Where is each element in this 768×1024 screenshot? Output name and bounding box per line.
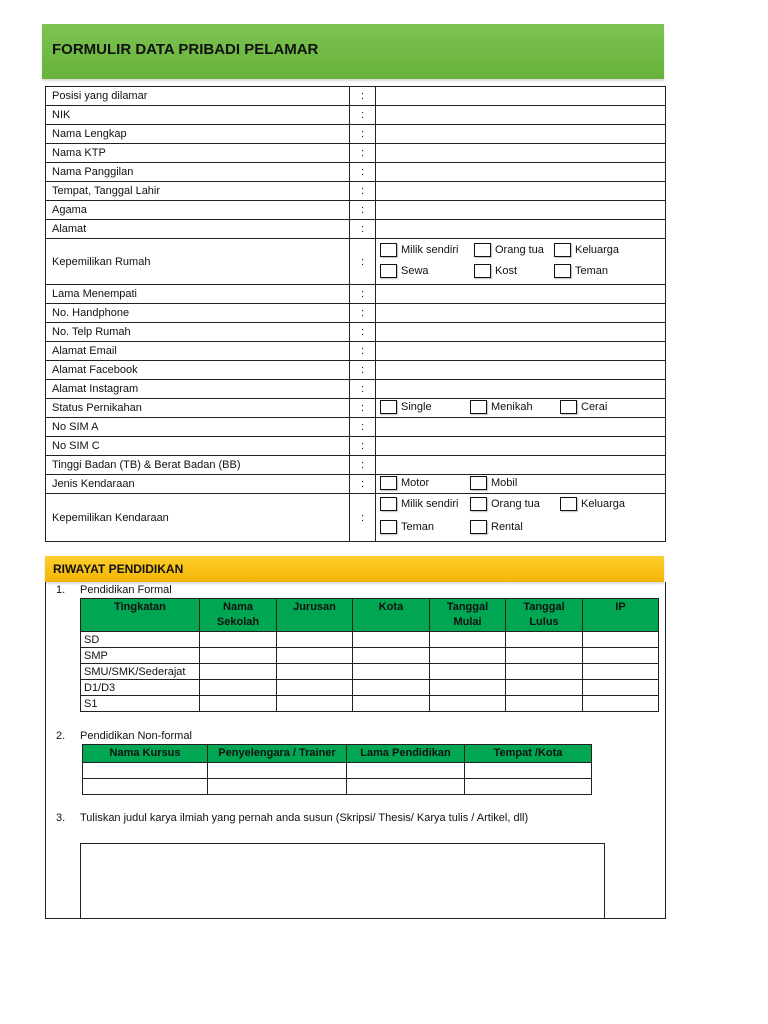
option-rental[interactable]: Rental <box>470 520 523 534</box>
option-teman[interactable]: Teman <box>554 264 608 278</box>
table-row <box>81 696 659 712</box>
kendaraan-options <box>376 475 666 494</box>
nama-ktp-input[interactable] <box>376 144 666 163</box>
item-number: 1. <box>56 584 66 596</box>
telp-rumah-input[interactable] <box>376 323 666 342</box>
field-label: No SIM A <box>46 418 350 437</box>
table-cell[interactable] <box>277 696 353 712</box>
rumah-options <box>376 239 666 285</box>
nonformal-education-table <box>82 744 592 795</box>
karya-ilmiah-label: Tuliskan judul karya ilmiah yang pernah anda susun (Skripsi/ Thesis/ Karya tulis / Artikel, dll) <box>80 812 529 824</box>
table-cell[interactable] <box>353 664 430 680</box>
field-label: NIK <box>46 106 350 125</box>
row-instagram <box>46 380 666 399</box>
sim-c-input[interactable] <box>376 437 666 456</box>
header-lama-pendidikan: Lama Pendidikan <box>347 745 465 763</box>
row-tb-bb <box>46 456 666 475</box>
header-ip: IP <box>583 599 659 632</box>
level-label: SMP <box>81 648 200 664</box>
colon: : <box>350 399 376 418</box>
table-cell[interactable] <box>277 648 353 664</box>
table-cell[interactable] <box>208 779 347 795</box>
status-options <box>376 399 666 418</box>
checkbox[interactable] <box>470 520 487 534</box>
handphone-input[interactable] <box>376 304 666 323</box>
header-penyelengara: Penyelengara / Trainer <box>208 745 347 763</box>
row-nama-panggilan <box>46 163 666 182</box>
formal-education-label: Pendidikan Formal <box>80 584 172 596</box>
table-row <box>81 680 659 696</box>
option-orang-tua[interactable]: Orang tua <box>474 243 544 257</box>
table-cell[interactable] <box>277 680 353 696</box>
table-cell[interactable] <box>430 664 506 680</box>
table-cell[interactable] <box>200 632 277 648</box>
colon: : <box>350 494 376 542</box>
colon: : <box>350 361 376 380</box>
field-label: Agama <box>46 201 350 220</box>
option-cerai[interactable]: Cerai <box>560 400 607 414</box>
colon: : <box>350 201 376 220</box>
form-title: FORMULIR DATA PRIBADI PELAMAR <box>52 41 319 58</box>
row-alamat <box>46 220 666 239</box>
table-row <box>81 664 659 680</box>
field-label: Kepemilikan Kendaraan <box>46 494 350 542</box>
option-teman[interactable]: Teman <box>380 520 434 534</box>
header-nama-kursus: Nama Kursus <box>83 745 208 763</box>
row-nik <box>46 106 666 125</box>
header-nama-sekolah: Nama Sekolah <box>200 599 277 632</box>
checkbox[interactable] <box>380 476 397 490</box>
field-label: Jenis Kendaraan <box>46 475 350 494</box>
table-cell[interactable] <box>506 696 583 712</box>
field-label: Nama Panggilan <box>46 163 350 182</box>
table-cell[interactable] <box>583 632 659 648</box>
colon: : <box>350 106 376 125</box>
checkbox[interactable] <box>470 476 487 490</box>
row-sim-a <box>46 418 666 437</box>
option-sewa[interactable]: Sewa <box>380 264 429 278</box>
table-cell[interactable] <box>430 632 506 648</box>
education-title: RIWAYAT PENDIDIKAN <box>53 562 184 576</box>
field-label: Kepemilikan Rumah <box>46 239 350 285</box>
option-mobil[interactable]: Mobil <box>470 476 517 490</box>
level-label: SMU/SMK/Sederajat <box>81 664 200 680</box>
colon: : <box>350 125 376 144</box>
table-cell[interactable] <box>208 763 347 779</box>
checkbox[interactable] <box>380 497 397 511</box>
field-label: Tinggi Badan (TB) & Berat Badan (BB) <box>46 456 350 475</box>
row-jenis-kendaraan <box>46 475 666 494</box>
table-cell[interactable] <box>353 680 430 696</box>
field-label: No. Telp Rumah <box>46 323 350 342</box>
row-facebook <box>46 361 666 380</box>
option-keluarga[interactable]: Keluarga <box>554 243 619 257</box>
table-cell[interactable] <box>200 680 277 696</box>
checkbox[interactable] <box>380 264 397 278</box>
row-telp-rumah <box>46 323 666 342</box>
table-row <box>83 779 592 795</box>
row-kepemilikan-kendaraan <box>46 494 666 542</box>
checkbox[interactable] <box>554 243 571 257</box>
row-lama-menempati <box>46 285 666 304</box>
row-sim-c <box>46 437 666 456</box>
header-tingkatan: Tingkatan <box>81 599 200 632</box>
table-cell[interactable] <box>506 648 583 664</box>
table-cell[interactable] <box>583 664 659 680</box>
email-input[interactable] <box>376 342 666 361</box>
table-cell[interactable] <box>583 648 659 664</box>
lama-menempati-input[interactable] <box>376 285 666 304</box>
table-cell[interactable] <box>200 696 277 712</box>
level-label: D1/D3 <box>81 680 200 696</box>
table-cell[interactable] <box>506 632 583 648</box>
header-kota: Kota <box>353 599 430 632</box>
row-agama <box>46 201 666 220</box>
table-cell[interactable] <box>353 632 430 648</box>
tb-bb-input[interactable] <box>376 456 666 475</box>
nonformal-education-label: Pendidikan Non-formal <box>80 730 192 742</box>
row-nama-lengkap <box>46 125 666 144</box>
table-cell[interactable] <box>583 680 659 696</box>
table-cell[interactable] <box>353 648 430 664</box>
field-label: Alamat <box>46 220 350 239</box>
colon: : <box>350 239 376 285</box>
option-motor[interactable]: Motor <box>380 476 429 490</box>
table-cell[interactable] <box>465 779 592 795</box>
row-email <box>46 342 666 361</box>
table-cell[interactable] <box>277 632 353 648</box>
row-status-pernikahan <box>46 399 666 418</box>
row-nama-ktp <box>46 144 666 163</box>
checkbox[interactable] <box>380 243 397 257</box>
table-row <box>81 632 659 648</box>
nama-lengkap-input[interactable] <box>376 125 666 144</box>
personal-data-table <box>45 86 666 542</box>
level-label: S1 <box>81 696 200 712</box>
colon: : <box>350 456 376 475</box>
table-cell[interactable] <box>83 779 208 795</box>
checkbox[interactable] <box>470 400 487 414</box>
table-cell[interactable] <box>506 664 583 680</box>
table-cell[interactable] <box>347 779 465 795</box>
education-banner <box>45 556 664 582</box>
table-cell[interactable] <box>277 664 353 680</box>
row-ttl <box>46 182 666 201</box>
table-cell[interactable] <box>200 664 277 680</box>
header-tanggal-lulus: Tanggal Lulus <box>506 599 583 632</box>
facebook-input[interactable] <box>376 361 666 380</box>
agama-input[interactable] <box>376 201 666 220</box>
option-milik-sendiri[interactable]: Milik sendiri <box>380 497 458 511</box>
colon: : <box>350 220 376 239</box>
table-cell[interactable] <box>430 648 506 664</box>
colon: : <box>350 87 376 106</box>
colon: : <box>350 323 376 342</box>
colon: : <box>350 437 376 456</box>
colon: : <box>350 342 376 361</box>
field-label: Alamat Facebook <box>46 361 350 380</box>
level-label: SD <box>81 632 200 648</box>
nama-panggilan-input[interactable] <box>376 163 666 182</box>
karya-ilmiah-textarea[interactable] <box>80 843 605 919</box>
checkbox[interactable] <box>470 497 487 511</box>
header-tanggal-mulai: Tanggal Mulai <box>430 599 506 632</box>
table-cell[interactable] <box>353 696 430 712</box>
ttl-input[interactable] <box>376 182 666 201</box>
checkbox[interactable] <box>474 264 491 278</box>
field-label: Alamat Instagram <box>46 380 350 399</box>
alamat-input[interactable] <box>376 220 666 239</box>
checkbox[interactable] <box>380 520 397 534</box>
table-cell[interactable] <box>200 648 277 664</box>
header-jurusan: Jurusan <box>277 599 353 632</box>
checkbox[interactable] <box>380 400 397 414</box>
table-cell[interactable] <box>430 696 506 712</box>
option-orang-tua[interactable]: Orang tua <box>470 497 540 511</box>
field-label: Status Pernikahan <box>46 399 350 418</box>
item-number: 3. <box>56 812 66 824</box>
field-label: Alamat Email <box>46 342 350 361</box>
kepemilikan-kendaraan-options <box>376 494 666 542</box>
checkbox[interactable] <box>474 243 491 257</box>
field-label: Lama Menempati <box>46 285 350 304</box>
instagram-input[interactable] <box>376 380 666 399</box>
field-label: Nama Lengkap <box>46 125 350 144</box>
option-keluarga[interactable]: Keluarga <box>560 497 625 511</box>
field-label: No SIM C <box>46 437 350 456</box>
posisi-input[interactable] <box>376 87 666 106</box>
colon: : <box>350 380 376 399</box>
table-row <box>81 648 659 664</box>
colon: : <box>350 304 376 323</box>
table-cell[interactable] <box>347 763 465 779</box>
table-cell[interactable] <box>83 763 208 779</box>
checkbox[interactable] <box>560 497 577 511</box>
option-kost[interactable]: Kost <box>474 264 517 278</box>
table-row <box>83 763 592 779</box>
table-cell[interactable] <box>465 763 592 779</box>
field-label: Posisi yang dilamar <box>46 87 350 106</box>
option-menikah[interactable]: Menikah <box>470 400 533 414</box>
row-handphone <box>46 304 666 323</box>
colon: : <box>350 285 376 304</box>
header-tempat-kota: Tempat /Kota <box>465 745 592 763</box>
colon: : <box>350 144 376 163</box>
form-title-banner <box>42 24 664 79</box>
colon: : <box>350 475 376 494</box>
colon: : <box>350 163 376 182</box>
item-number: 2. <box>56 730 66 742</box>
table-cell[interactable] <box>506 680 583 696</box>
table-cell[interactable] <box>583 696 659 712</box>
formal-education-table <box>80 598 659 712</box>
field-label: Tempat, Tanggal Lahir <box>46 182 350 201</box>
row-kepemilikan-rumah <box>46 239 666 285</box>
checkbox[interactable] <box>560 400 577 414</box>
option-single[interactable]: Single <box>380 400 432 414</box>
sim-a-input[interactable] <box>376 418 666 437</box>
row-posisi <box>46 87 666 106</box>
option-milik-sendiri[interactable]: Milik sendiri <box>380 243 458 257</box>
colon: : <box>350 418 376 437</box>
checkbox[interactable] <box>554 264 571 278</box>
table-cell[interactable] <box>430 680 506 696</box>
field-label: Nama KTP <box>46 144 350 163</box>
colon: : <box>350 182 376 201</box>
nik-input[interactable] <box>376 106 666 125</box>
field-label: No. Handphone <box>46 304 350 323</box>
